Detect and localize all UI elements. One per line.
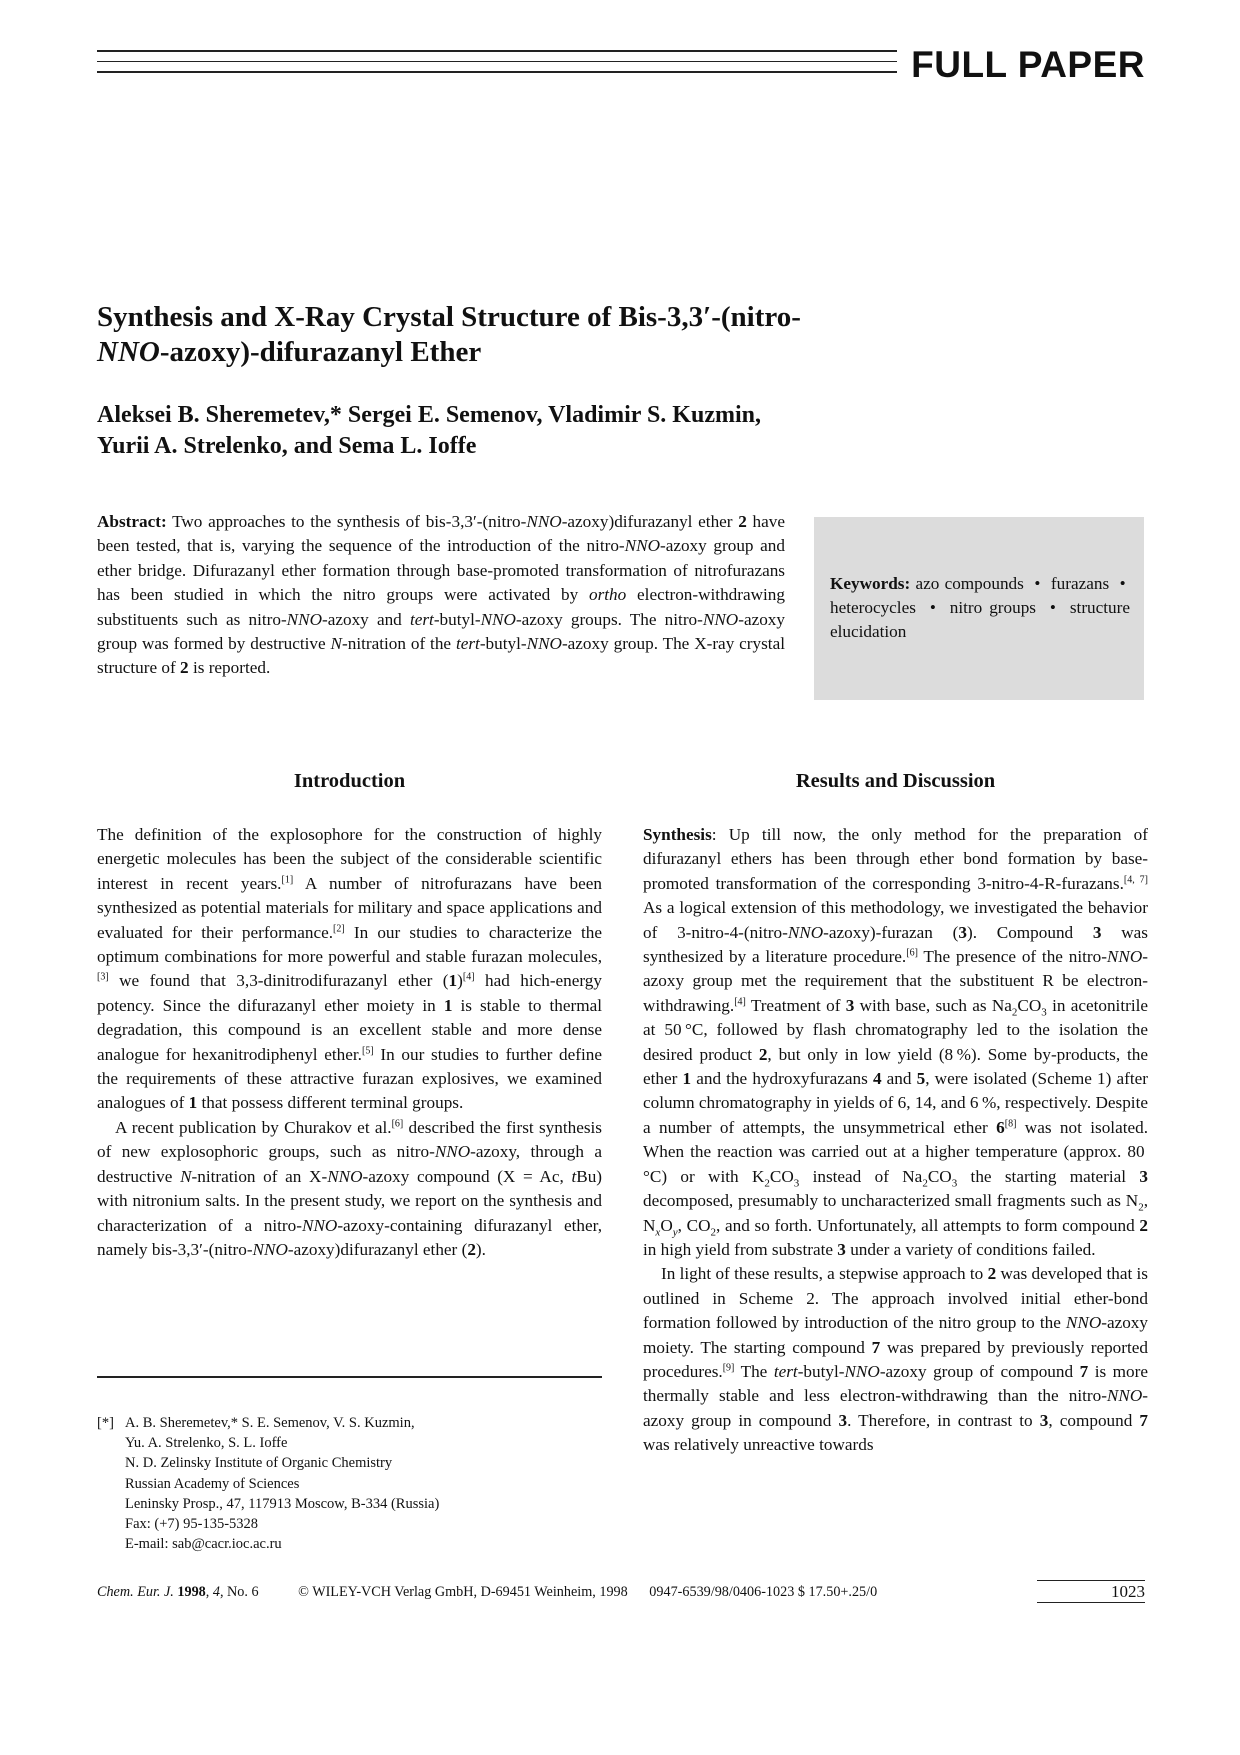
results-paragraph: In light of these results, a stepwise approach to 2 was developed that is outlined in Scheme 2. The approach involved initial ether-bond formation followed by introduction of the nitro group to the NNO-azoxy moiety. The starting compound 7 was prepared by previously reported procedures.[9] The tert-butyl-NNO-azoxy group of compound 7 is more thermally stable and less electron-withdrawing than the nitro-NNO-azoxy group in compound 3. Therefore, in contrast to 3, compound 7 was relatively unreactive towards [643, 1264, 1149, 1455]
footnote-line: E-mail: sab@cacr.ioc.ac.ru [125, 1536, 282, 1553]
results-heading: Results and Discussion [795, 770, 996, 792]
authors-line2: Yurii A. Strelenko, and Sema L. Ioffe [97, 433, 477, 459]
footer-copyright: © WILEY-VCH Verlag GmbH, D-69451 Weinheim, 1998 [298, 1584, 628, 1600]
footer-citation: Chem. Eur. J. 1998, 4, No. 6 [97, 1584, 259, 1600]
results-paragraph: Synthesis: Up till now, the only method for the preparation of difurazanyl ethers has been through ether bond formation by base-promoted transformation of the corresponding 3-nitro-4-R-furazans.[4, 7] As a logical extension of this methodology, we investigated the behavior of 3-nitro-4-(nitro-NNO-azoxy)-furazan (3). Compound 3 was synthesized by a literature procedure.[6] The presence of the nitro-NNO-azoxy group met the requirement that the substituent R be electron-withdrawing.[4] Treatment of 3 with base, such as $Na_2CO_3$ in acetonitrile at 50 °C, followed by flash chromatography led to the isolation the desired product 2, but only in low yield (8 %). Some by-products, the ether 1 and the hydroxyfurazans 4 and 5, were isolated (Scheme 1) after column chromatography in yields of 6, 14, and 6 %, respectively. Despite a number of attempts, the unsymmetrical ether 6[8] was not isolated. When the reaction was carried out at a higher temperature (approx. 80 °C) or with $K_2CO_3$ instead of $Na_2CO_3$ the starting material 3 decomposed, presumably to uncharacterized small fragments such as $N_2$, $N_xO_y$, $CO_2$, and so forth. Unfortunately, all attempts to form compound 2 in high yield from substrate 3 under a variety of conditions failed. [643, 825, 1149, 1259]
page-footer [97, 1584, 895, 1601]
footnote-rule [97, 1376, 602, 1378]
header-rule-lines [97, 50, 897, 82]
keyword: furazans [1050, 574, 1110, 593]
introduction-heading: Introduction [293, 770, 406, 792]
abstract: Abstract: Two approaches to the synthesis of bis-3,3′-(nitro-NNO-azoxy)difurazanyl ether 2 have been tested, that is, varying the sequence of the introduction of the nitro-NNO-azoxy group and ether bridge. Difurazanyl ether formation through base-promoted transformation of nitrofurazans has been studied in which the nitro groups were activated by ortho electron-withdrawing substituents such as nitro-NNO-azoxy and tert-butyl-NNO-azoxy groups. The nitro-NNO-azoxy group was formed by destructive N-nitration of the tert-butyl-NNO-azoxy group. The X-ray crystal structure of 2 is reported. [97, 512, 785, 678]
footnote-mark: [*] [97, 1415, 114, 1431]
page-number-rule [1037, 1602, 1145, 1603]
keyword: azo compounds [915, 574, 1024, 593]
paper-title [97, 300, 897, 370]
footnote-line: Leninsky Prosp., 47, 117913 Moscow, B-334 (Russia) [125, 1495, 440, 1512]
footnote-line: Russian Academy of Sciences [125, 1475, 300, 1492]
footnote-line: A. B. Sheremetev,* S. E. Semenov, V. S. Kuzmin, [125, 1415, 415, 1431]
keyword: structure elucidation [830, 598, 1130, 641]
intro-paragraph: A recent publication by Churakov et al.[6] described the first synthesis of new explosophoric groups, such as nitro-NNO-azoxy, through a destructive N-nitration of an X-NNO-azoxy compound (X = Ac, tBu) with nitronium salts. In the present study, we report on the synthesis and characterization of a nitro-NNO-azoxy-containing difurazanyl ether, namely bis-3,3′-(nitro-NNO-azoxy)difurazanyl ether (2). [97, 1117, 603, 1259]
keyword: nitro groups [949, 598, 1036, 617]
section-label: FULL PAPER [911, 44, 1145, 85]
title-nno: NNO [97, 336, 160, 368]
results-body [643, 823, 1148, 1458]
footnote-line: Yu. A. Strelenko, S. L. Ioffe [125, 1435, 288, 1452]
keyword: heterocycles [830, 598, 916, 617]
abstract-label: Abstract: [97, 512, 167, 531]
page-number-rule [1037, 1580, 1145, 1581]
intro-paragraph: The definition of the explosophore for the construction of highly energetic molecules has been the subject of the considerable scientific interest in recent years.[1] A number of nitrofurazans have been synthesized as potential materials for military and space applications and evaluated for their performance.[2] In our studies to characterize the optimum combinations for more powerful and stable furazan molecules,[3] we found that 3,3-dinitrodifurazanyl ether (1)[4] had hich-energy potency. Since the difurazanyl ether moiety in 1 is stable to thermal degradation, this compound is an excellent stable and more dense analogue for hexanitrodiphenyl ether.[5] In our studies to further define the requirements of these attractive furazan explosives, we examined analogues of 1 that possess different terminal groups. [97, 825, 603, 1113]
footnote-line: Fax: (+7) 95-135-5328 [125, 1516, 259, 1533]
keywords-text: Keywords: azo compounds • furazans • heterocycles • nitro groups • structure elucidation [830, 574, 1130, 641]
title-line2: -azoxy)-difurazanyl Ether [159, 336, 482, 368]
introduction-body [97, 823, 602, 1262]
title-line1: Synthesis and X-Ray Crystal Structure of Bis-3,3′-(nitro- [97, 301, 801, 333]
footer-code: 0947-6539/98/0406-1023 $ 17.50+.25/0 [649, 1584, 878, 1600]
keywords-label: Keywords: [830, 574, 911, 593]
authors-line1: Aleksei B. Sheremetev,* Sergei E. Semenov, Vladimir S. Kuzmin, [97, 402, 761, 428]
footnote-line: N. D. Zelinsky Institute of Organic Chemistry [125, 1455, 393, 1472]
author-list [97, 400, 897, 462]
author-affiliation-footnote [97, 1413, 602, 1554]
page-number: 1023 [1111, 1582, 1145, 1601]
